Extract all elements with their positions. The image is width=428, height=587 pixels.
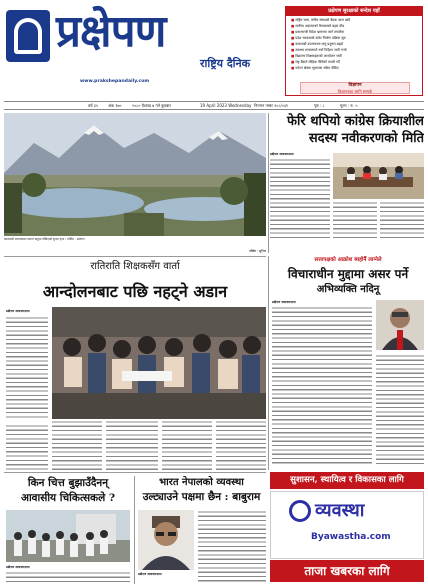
congress-body-col-1 [270, 158, 330, 240]
sushasan-ad[interactable]: सुशासन, स्थायित्व र विकासका लागि [270, 472, 424, 489]
vyavastha-ad-url[interactable]: Byawastha.com [311, 532, 391, 542]
congress-photo [333, 153, 424, 199]
doctor-byline: प्रक्षेपण समाचारदाता [6, 565, 30, 569]
index-heading: प्रक्षेपण सुरक्षाको सन्देश यहाँ [286, 7, 422, 16]
bharat-headline-line-1[interactable]: भारत नेपालको व्यवस्था [159, 477, 244, 488]
column-divider [268, 113, 269, 253]
teacher-body-col-3 [106, 420, 158, 470]
index-item[interactable]: ■ प्रधानमन्त्री विदेश भ्रमणमा जाने तयारीमा [291, 30, 419, 35]
vyavastha-logo-icon [289, 500, 311, 522]
congress-headline-line-1[interactable]: फेरि थपियो कांग्रेस क्रियाशील [287, 114, 424, 129]
vyavastha-ad-name: व्यवस्था [315, 500, 365, 521]
teacher-body-col-2 [52, 420, 102, 470]
dateline-date-bs: २०८० वैशाख ७ गते बुधबार [132, 103, 171, 108]
bharat-photo [138, 510, 194, 570]
dateline-bar [4, 101, 424, 110]
dateline-date-en: 19 April 2023 Wednesday [200, 103, 252, 108]
column-divider [134, 476, 135, 584]
vyavastha-ad[interactable] [270, 491, 424, 559]
index-item[interactable]: ■ सर्वोच्च अदालतको फैसलाबारे बहस तीव्र [291, 24, 419, 29]
opinion-byline: प्रक्षेपण समाचारदाता [272, 300, 296, 304]
index-item[interactable]: ■ प्रदेश सरकारको बजेट निर्माण प्रक्रिया सुरु [291, 36, 419, 41]
congress-photo-image [333, 153, 424, 199]
opinion-body-col-2 [376, 354, 424, 464]
teacher-headline[interactable]: आन्दोलनबाट पछि नहट्ने अडान [42, 282, 228, 301]
doctor-headline-line-1[interactable]: किन चित्त बुझाउँदैनन् [27, 477, 109, 489]
dateline-reg: नियमन नम्बर १०८/०३१ [254, 103, 288, 108]
opinion-photo-image [376, 300, 424, 350]
bharat-byline: प्रक्षेपण समाचारदाता [138, 572, 162, 576]
teacher-body-col-5 [216, 420, 266, 470]
bharat-body [198, 510, 266, 584]
teacher-body-col-4 [162, 420, 212, 470]
opinion-photo [376, 300, 424, 350]
opinion-body-col-1 [272, 306, 372, 464]
dateline-year: वर्ष ३५ [88, 103, 98, 108]
doctor-photo [6, 510, 130, 562]
teacher-body-col-1b [6, 424, 48, 470]
congress-headline-line-2[interactable]: सदस्य नवीकरणको मिति [308, 131, 424, 146]
section-divider [4, 256, 266, 257]
doctor-body [6, 571, 130, 585]
dateline-price: मूल्य : रु. ५ [340, 103, 358, 108]
index-ad-box[interactable] [300, 82, 410, 94]
masthead-logo [6, 10, 50, 62]
opinion-headline-line-1[interactable]: विचाराधीन मुद्दामा असर पर्ने [287, 267, 409, 281]
bharat-photo-image [138, 510, 194, 570]
teacher-kicker[interactable]: रातिराति शिक्षकसँग वार्ता [90, 261, 180, 272]
teacher-photo [52, 307, 266, 419]
top-photo-caption: काठमाडौं उपत्यकामा वसन्त ऋतुमा देखिएको सुन्दर दृश्य । तस्बिर : प्रक्षेपण [4, 237, 85, 241]
index-item[interactable]: ■ राष्ट्रिय सभा, संघीय संसदको बैठक आज बस्दै [291, 18, 419, 23]
teacher-photo-image [52, 307, 266, 419]
top-photo-image [4, 113, 266, 236]
masthead-subtitle: राष्ट्रिय दैनिक [200, 57, 251, 70]
doctor-headline-line-2[interactable]: आवासीय चिकित्सकले ? [20, 492, 116, 504]
index-item[interactable]: ■ पर्यटन क्षेत्रमा सुधारका संकेत देखिए [291, 66, 419, 71]
index-ad-text: विज्ञापनका लागि सम्पर्क [337, 88, 373, 94]
doctor-photo-image [6, 510, 130, 562]
masthead-website[interactable]: www.prakshepandaily.com [80, 79, 150, 84]
teacher-body-col-1 [6, 316, 48, 420]
taja-khabar-ad[interactable]: ताजा खबरका लागि [270, 560, 424, 582]
index-item[interactable]: ■ स्वास्थ्य मन्त्रालयले नयाँ निर्देशन जारी गर्‍यो [291, 48, 419, 53]
congress-body-col-2 [333, 201, 377, 241]
index-item[interactable]: ■ राष्ट्र बैंकले मौद्रिक नीतिको तयारी गर्दै [291, 60, 419, 65]
congress-body-col-3 [380, 201, 424, 241]
index-item[interactable]: ■ विद्यालय शिक्षकहरूको आन्दोलन जारी [291, 54, 419, 59]
teacher-byline: प्रक्षेपण समाचारदाता [6, 309, 30, 313]
top-photo [4, 113, 266, 236]
index-ad-title: विज्ञापन [348, 83, 362, 88]
dateline-pages: पृष्ठ : ८ [314, 103, 325, 108]
opinion-kicker[interactable]: सत्तापक्षको आक्रोश ब्यहोर्नै लाग्नेले [314, 257, 382, 263]
section-divider [4, 472, 266, 473]
masthead-title: प्रक्षेपण [56, 6, 166, 57]
opinion-headline-line-2[interactable]: अभिव्यक्ति नदिनू [316, 284, 380, 295]
top-photo-credit: तस्बिर : सुनिल [248, 249, 266, 253]
bharat-headline-line-2[interactable]: उल्ट्याउने पक्षमा छैन : बाबुराम [142, 491, 261, 503]
column-divider [268, 256, 269, 470]
index-item[interactable]: ■ काठमाडौं उपत्यकामा वायु प्रदूषण बढ्दो [291, 42, 419, 47]
dateline-issue: अंक १७० [108, 103, 122, 108]
congress-byline: प्रक्षेपण समाचारदाता [270, 152, 294, 156]
